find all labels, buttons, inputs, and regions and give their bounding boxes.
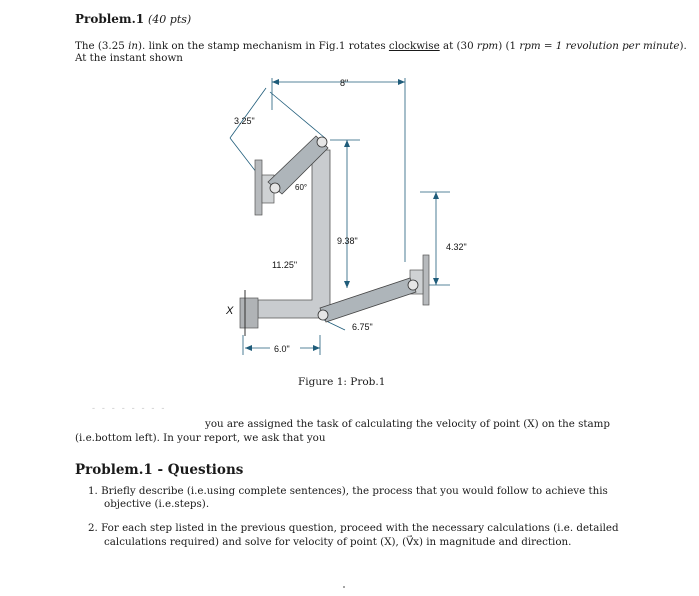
stamp-mechanism-figure xyxy=(220,70,520,370)
problem-title xyxy=(75,12,191,26)
problem-points: (40 pts) xyxy=(148,13,192,26)
question-2-line-2: calculations required) and solve for velocity of point (X), (V⃗x) in magnitude and direction. xyxy=(104,536,572,548)
dim-right-label: 4.32" xyxy=(446,242,467,252)
faded-text: - - - - - - - - xyxy=(92,404,167,414)
dim-angle-label: 60° xyxy=(295,183,308,192)
task-line-2: (i.e.bottom left). In your report, we ask that you xyxy=(75,432,326,444)
dim-diag-label: 6.75" xyxy=(352,322,373,332)
question-1-line-2: objective (i.e.steps). xyxy=(104,498,210,510)
statement-rpm: rpm xyxy=(476,40,499,52)
statement-text: The (3.25 xyxy=(75,40,129,52)
right-wall-mount xyxy=(423,255,429,305)
task-line-1: you are assigned the task of calculating the velocity of point (X) on the stamp xyxy=(205,418,611,430)
question-2-line-1: 2. For each step listed in the previous question, proceed with the necessary calculations (i.e. detailed xyxy=(88,522,619,534)
stray-dot xyxy=(343,586,345,588)
question-1-line-1: 1. Briefly describe (i.e.using complete sentences), the process that you would follow to achieve this xyxy=(88,485,608,497)
lower-link-pivot xyxy=(408,280,418,290)
dim-mid-label: 11.25" xyxy=(272,260,298,270)
questions-heading: Problem.1 - Questions xyxy=(75,462,244,478)
statement-line-2: At the instant shown xyxy=(75,52,183,64)
lower-link xyxy=(320,278,416,322)
dim-top-label: 8" xyxy=(340,78,349,88)
dim-link-label: 3.25" xyxy=(234,116,255,126)
lower-link-pin xyxy=(318,310,328,320)
figure-caption: Figure 1: Prob.1 xyxy=(298,376,386,388)
point-x-label: X xyxy=(226,305,234,317)
dim-bottom-label: 6.0" xyxy=(274,344,290,354)
statement-text: ). link on the stamp mechanism in Fig.1 rotates xyxy=(138,40,389,52)
statement-rpm-def: rpm = 1 revolution per minute xyxy=(519,40,680,52)
upper-link-pivot xyxy=(270,183,280,193)
dim-vertical-label: 9.38" xyxy=(337,236,358,246)
statement-text: ) (1 xyxy=(498,40,520,52)
statement-text: ). xyxy=(679,40,687,52)
statement-line-1 xyxy=(75,40,687,53)
statement-unit: in xyxy=(128,40,139,52)
statement-text: at (30 xyxy=(439,40,477,52)
left-wall-mount xyxy=(255,160,262,215)
upper-link-pin xyxy=(317,137,327,147)
stamp-head xyxy=(240,298,258,328)
clockwise-text: clockwise xyxy=(388,40,440,52)
problem-label: Problem.1 xyxy=(75,12,145,26)
